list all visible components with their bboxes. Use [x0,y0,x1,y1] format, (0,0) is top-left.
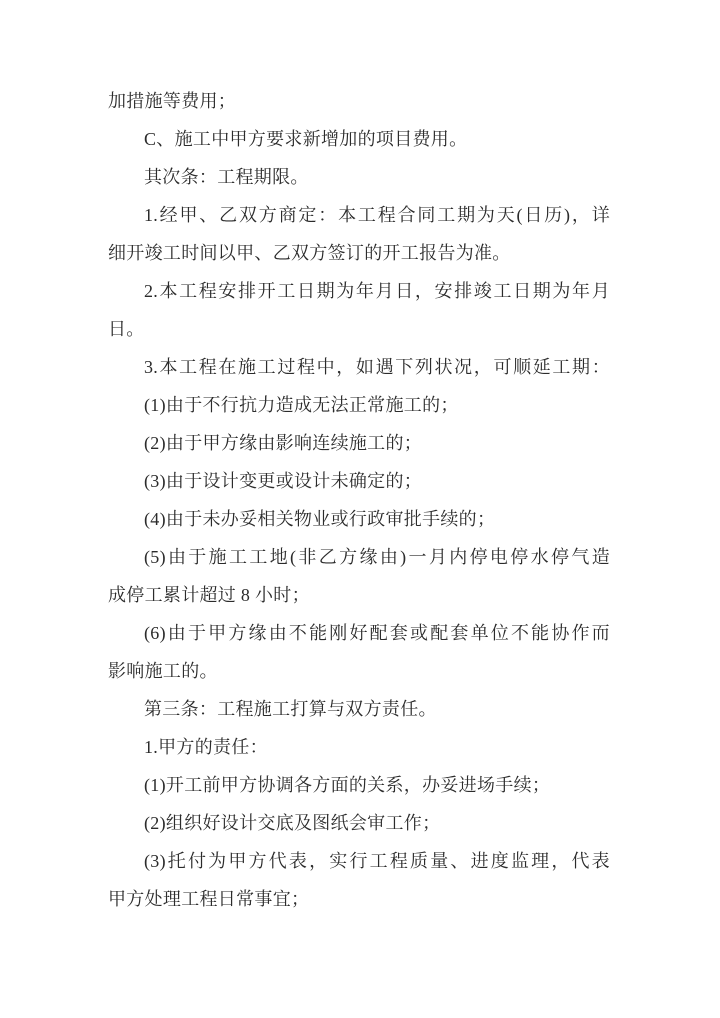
text-line: (1)开工前甲方协调各方面的关系，办妥进场手续； [144,775,551,795]
text-line: (6)由于甲方缘由不能刚好配套或配套单位不能协作而 [144,623,610,643]
text-line: (5)由于施工工地(非乙方缘由)一月内停电停水停气造 [144,547,610,567]
text-line: (2)由于甲方缘由影响连续施工的； [144,433,423,453]
text-line: (3)托付为甲方代表，实行工程质量、进度监理，代表 [144,851,610,871]
text-line: 其次条：工程期限。 [144,167,309,187]
text-line: 加措施等费用； [108,91,237,111]
text-line: C、施工中甲方要求新增加的项目费用。 [144,129,468,149]
text-line: 1.甲方的责任： [144,737,268,757]
text-line: 成停工累计超过 8 小时； [108,585,310,605]
text-line: (2)组织好设计交底及图纸会审工作； [144,813,441,833]
text-line: 3.本工程在施工过程中，如遇下列状况，可顺延工期： [144,357,610,377]
text-line: 细开竣工时间以甲、乙双方签订的开工报告为准。 [108,243,511,263]
text-line: 1.经甲、乙双方商定：本工程合同工期为天(日历)，详 [144,205,610,225]
text-line: 2.本工程安排开工日期为年月日，安排竣工日期为年月 [144,281,610,301]
text-line: 第三条：工程施工打算与双方责任。 [144,699,437,719]
text-line: 日。 [108,319,145,339]
text-line: 甲方处理工程日常事宜； [108,889,310,909]
text-line: (4)由于未办妥相关物业或行政审批手续的； [144,509,496,529]
text-line: (1)由于不行抗力造成无法正常施工的； [144,395,459,415]
text-line: (3)由于设计变更或设计未确定的； [144,471,423,491]
text-line: 影响施工的。 [108,661,218,681]
